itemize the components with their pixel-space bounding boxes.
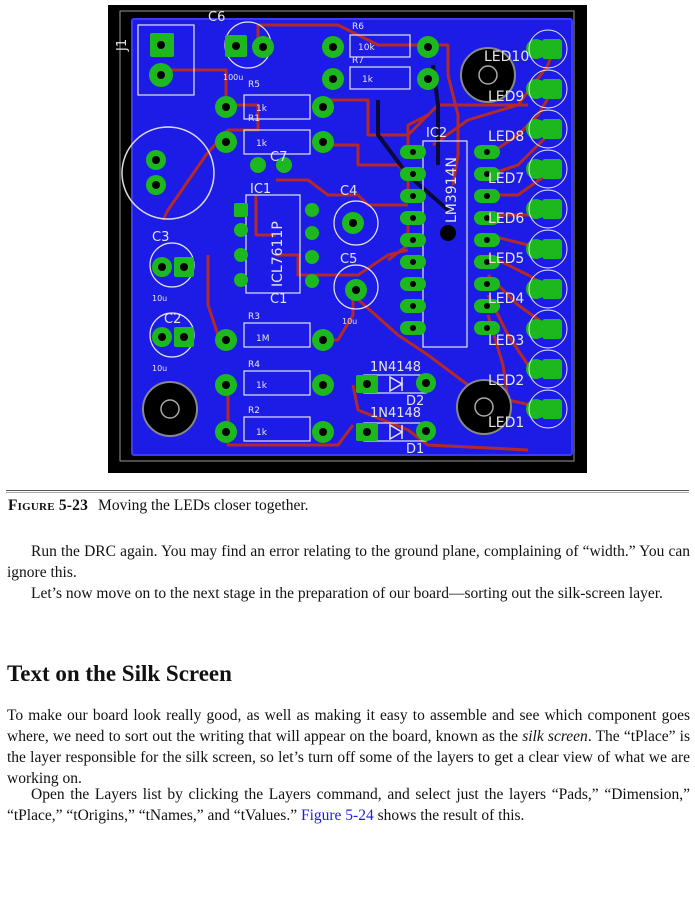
label-led9: LED9 <box>488 89 525 105</box>
label-d1-part: 1N4148 <box>370 406 422 421</box>
label-r1-value: 1k <box>256 139 267 149</box>
label-r4-value: 1k <box>256 381 267 391</box>
label-c6-value: 100u <box>223 73 244 82</box>
paragraph3-text-before: To make our board look really good, as well as making it easy to assemble and see which component goes where, we need to sort out the writing that will appear on the board, known as the <box>7 707 690 745</box>
label-led6: LED6 <box>488 211 525 227</box>
label-r3: R3 <box>248 312 260 322</box>
label-r1: R1 <box>248 114 260 124</box>
label-c7: C7 <box>270 150 288 165</box>
label-r7: R7 <box>352 56 364 66</box>
label-c2: C2 <box>164 312 182 327</box>
label-r4: R4 <box>248 360 260 370</box>
label-c2-value: 10u <box>152 364 168 373</box>
paragraph-drc: Run the DRC again. You may find an error relating to the ground plane, complaining of “width.” You can ignore this. <box>7 543 690 581</box>
paragraph3-text-after: . The “tPlace” is the layer responsible for the silk screen, so let’s turn off some of the layers to get a clear view of what we are working on. <box>7 728 691 787</box>
label-ic1: IC1 <box>250 182 272 197</box>
label-led1: LED1 <box>488 415 525 431</box>
caption-rule <box>6 490 689 493</box>
label-ic2-part: LM3914N <box>444 157 460 223</box>
label-r2: R2 <box>248 406 260 416</box>
paragraph4-text-before: Open the Layers list by clicking the Layers command, and select just the layers “Pads,” “Dimension,” “tPlace,” “tOrigins,” “tNames,” and “tValues.” <box>7 786 690 824</box>
figure-label <box>8 497 88 514</box>
label-r3-value: 1M <box>256 334 270 344</box>
label-r7-value: 1k <box>362 75 373 85</box>
paragraph-layers <box>7 784 690 826</box>
label-d2-part: 1N4148 <box>370 360 422 375</box>
paragraph-next-stage: Let’s now move on to the next stage in the preparation of our board—sorting out the silk-screen layer. <box>31 585 663 602</box>
label-c3: C3 <box>152 230 170 245</box>
figure-label-prefix: Figure <box>8 497 55 514</box>
pcb-figure <box>108 5 587 473</box>
label-led8: LED8 <box>488 129 525 145</box>
label-r6: R6 <box>352 22 364 32</box>
label-j1: J1 <box>115 38 130 51</box>
figure-5-24-link[interactable]: Figure 5-24 <box>300 807 374 824</box>
label-led5: LED5 <box>488 251 525 267</box>
label-led3: LED3 <box>488 333 525 349</box>
label-c5-value: 10u <box>342 317 358 326</box>
pcb-layout-image <box>108 5 587 473</box>
label-c6: C6 <box>208 10 226 25</box>
paragraph3-emphasis: silk screen <box>522 728 588 745</box>
label-ic1-part: ICL7611P <box>270 221 286 287</box>
label-led4: LED4 <box>488 291 525 307</box>
label-led7: LED7 <box>488 171 525 187</box>
label-c5: C5 <box>340 252 358 267</box>
label-r2-value: 1k <box>256 428 267 438</box>
label-led2: LED2 <box>488 373 525 389</box>
section-heading: Text on the Silk Screen <box>7 661 232 686</box>
label-ic2: IC2 <box>426 126 448 141</box>
label-led10: LED10 <box>484 49 530 65</box>
label-r5-value: 1k <box>256 104 267 114</box>
figure-number: 5-23 <box>58 497 89 514</box>
paragraph-silk-screen <box>7 705 690 789</box>
label-d1: D1 <box>406 442 425 457</box>
figure-caption-text: Moving the LEDs closer together. <box>98 497 309 514</box>
label-d2: D2 <box>406 394 425 409</box>
label-c1: C1 <box>270 292 288 307</box>
label-c4: C4 <box>340 184 358 199</box>
label-r6-value: 10k <box>358 43 375 53</box>
figure-caption <box>8 496 688 516</box>
label-r5: R5 <box>248 80 260 90</box>
label-c3-value: 10u <box>152 294 168 303</box>
paragraph4-text-after: shows the result of this. <box>373 807 525 824</box>
